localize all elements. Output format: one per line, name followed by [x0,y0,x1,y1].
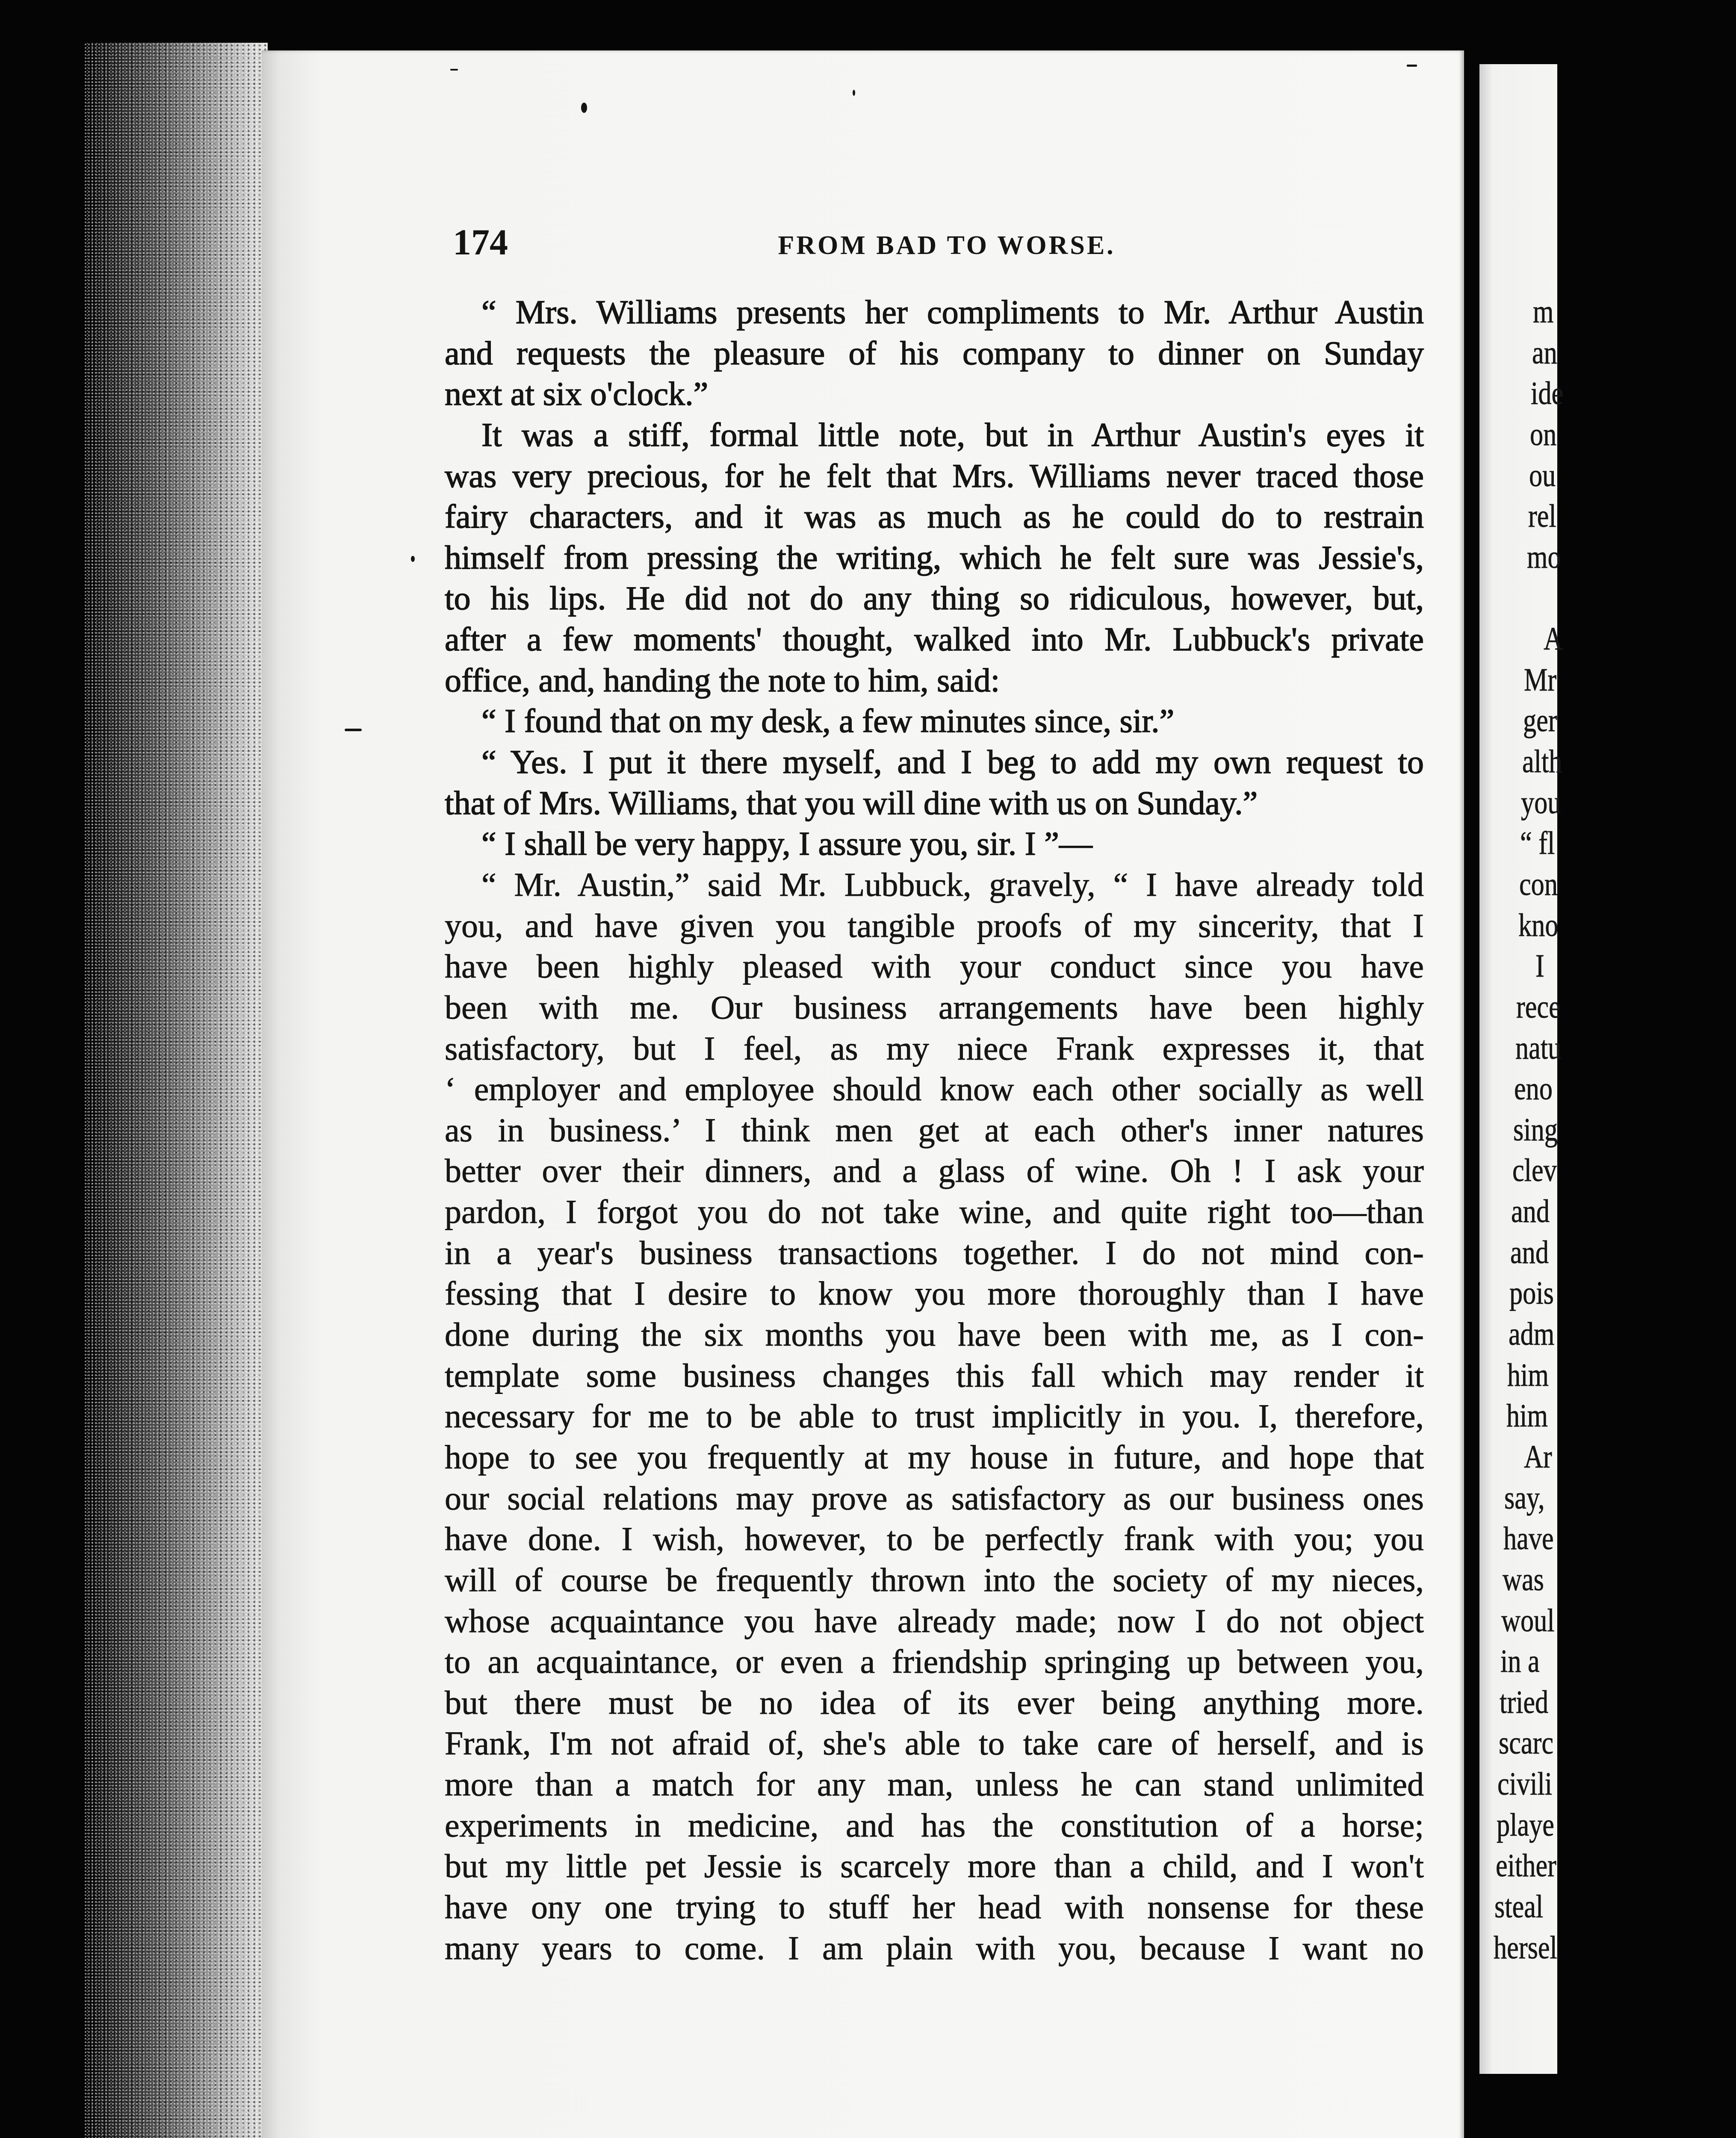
facing-line-text: have [1503,1521,1554,1557]
text-line: to an acquaintance, or even a friendship springing up between you, [445,1643,1424,1680]
text-line: after a few moments' thought, walked into Mr. Lubbuck's private [445,620,1424,658]
facing-page-line [1479,1028,1736,1069]
facing-line-text: Mr [1524,661,1557,698]
facing-line-text: playe [1496,1807,1554,1843]
facing-page-line [1479,537,1736,578]
blank-line [1479,578,1736,619]
text-line: but my little pet Jessie is scarcely more than a child, and I won't [445,1847,1424,1885]
facing-page-line [1479,1928,1736,1969]
text-line: necessary for me to be able to trust implicitly in you. I, therefore, [445,1397,1424,1435]
facing-page-line [1479,700,1736,741]
scan-speck [853,90,855,96]
facing-page-line [1479,1232,1736,1273]
text-line: experiments in medicine, and has the constitution of a horse; [445,1806,1424,1844]
facing-line-text: I [1535,948,1544,984]
facing-page-line [1479,660,1736,701]
facing-line-text: rel [1528,498,1556,534]
facing-line-text: Ar [1523,1438,1552,1475]
facing-line-text: you [1521,784,1561,821]
text-line: been with me. Our business arrangements have been highly [445,988,1424,1026]
text-line: more than a match for any man, unless he can stand unlimited [445,1766,1424,1803]
facing-page-line [1479,1110,1736,1151]
facing-page-line [1479,987,1736,1028]
scan-speck [345,729,362,731]
facing-page-line [1479,1191,1736,1232]
text-line: fairy characters, and it was as much as he could do to restrain [445,498,1424,535]
scan-speck [1407,65,1417,67]
text-line: done during the six months you have been with me, as I con- [445,1316,1424,1353]
facing-page-line [1479,619,1736,660]
facing-line-text: and [1510,1234,1549,1270]
facing-page-line [1479,1641,1736,1682]
text-line: that of Mrs. Williams, that you will dine with us on Sunday.” [445,784,1258,821]
facing-page-line [1479,414,1736,455]
facing-page-line [1479,1069,1736,1110]
facing-page-line [1479,496,1736,537]
facing-line-text: him [1507,1357,1549,1393]
facing-page-line [1479,1437,1736,1478]
facing-page-line [1479,823,1736,864]
facing-page-line [1479,1887,1736,1928]
text-line: and requests the pleasure of his company to dinner on Sunday [445,334,1424,372]
facing-page-line [1479,1764,1736,1805]
facing-line-text: “ fl [1520,825,1555,862]
text-line: but there must be no idea of its ever being anything more. [445,1683,1424,1721]
text-line: ‘ employer and employee should know each other socially as well [445,1070,1424,1108]
text-line: “ Mr. Austin,” said Mr. Lubbuck, gravely, “ I have already told [481,865,1424,903]
body-text [445,292,1424,1968]
facing-line-text: civili [1497,1766,1553,1802]
scan-speck [450,69,458,71]
facing-page-line [1479,1150,1736,1191]
facing-line-text: sing [1513,1111,1558,1148]
facing-line-text: in a [1500,1643,1540,1680]
facing-line-text: say, [1504,1479,1545,1516]
facing-page-line [1479,1805,1736,1846]
text-line: as in business.’ I think men get at each other's inner natures [445,1111,1424,1149]
text-line: whose acquaintance you have already made; now I do not object [445,1602,1424,1639]
scan-spine-shadow [84,43,268,2138]
text-line: It was a stiff, formal little note, but in Arthur Austin's eyes it [481,416,1424,453]
facing-line-text: ou [1529,457,1556,493]
facing-line-text: alth [1522,744,1562,780]
facing-line-text: A [1543,621,1563,657]
facing-page-line [1479,1478,1736,1519]
text-line: “ Yes. I put it there myself, and I beg to add my own request to [481,743,1424,781]
scan-speck [411,556,415,562]
facing-page-line [1479,783,1736,824]
text-line: will of course be frequently thrown into the society of my nieces, [445,1561,1424,1598]
facing-page-line [1479,1846,1736,1887]
facing-page-line [1479,1518,1736,1559]
text-line: to his lips. He did not do any thing so ridiculous, however, but, [445,579,1424,617]
text-line: “ I shall be very happy, I assure you, sir. I ”— [481,825,1092,862]
text-line: Frank, I'm not afraid of, she's able to take care of herself, and is [445,1725,1424,1762]
page-number: 174 [453,221,508,263]
facing-line-text: rece [1516,989,1561,1025]
facing-page-line [1479,292,1736,333]
facing-page-line [1479,1559,1736,1601]
text-line: office, and, handing the note to him, said: [445,661,1000,699]
facing-line-text: an [1532,334,1557,371]
facing-page-line [1479,946,1736,987]
text-line: “ Mrs. Williams presents her compliments to Mr. Arthur Austin [481,293,1424,331]
text-line: pardon, I forgot you do not take wine, and quite right too—than [445,1193,1424,1231]
facing-line-text: eno [1514,1071,1553,1107]
facing-page-line [1479,1396,1736,1437]
text-line: hope to see you frequently at my house in future, and hope that [445,1438,1424,1476]
text-line: template some business changes this fall which may render it [445,1356,1424,1394]
facing-line-text: mo [1527,539,1561,575]
facing-line-text: kno [1518,907,1558,943]
facing-page-line [1479,864,1736,905]
facing-line-text: ide [1531,375,1564,412]
text-line: “ I found that on my desk, a few minutes since, sir.” [481,702,1175,740]
text-line: our social relations may prove as satisfactory as our business ones [445,1479,1424,1517]
facing-line-text: adm [1508,1316,1554,1352]
facing-line-text: woul [1501,1602,1555,1639]
facing-line-text: steal [1494,1888,1544,1925]
facing-page-lines [1479,292,1736,1968]
text-line: have done. I wish, however, to be perfectly frank with you; you [445,1520,1424,1558]
facing-page-line [1479,1355,1736,1396]
facing-page-line [1479,741,1736,783]
facing-line-text: on [1530,416,1557,452]
facing-line-text: ger [1523,703,1557,739]
facing-line-text: was [1502,1561,1544,1598]
text-line: was very precious, for he felt that Mrs. Williams never traced those [445,457,1424,494]
text-line: next at six o'clock.” [445,375,709,413]
running-head: FROM BAD TO WORSE. [778,231,1116,260]
facing-line-text: clev [1512,1152,1557,1189]
text-line: many years to come. I am plain with you, because I want no [445,1929,1424,1967]
text-line: himself from pressing the writing, which he felt sure was Jessie's, [445,538,1424,576]
facing-line-text: either [1495,1848,1556,1884]
text-line: have been highly pleased with your conduct since you have [445,948,1424,985]
facing-page-fragment [1479,64,1564,2074]
text-line: you, and have given you tangible proofs of my sincerity, that I [445,907,1424,944]
facing-page-line [1479,1601,1736,1642]
facing-line-text: pois [1509,1275,1554,1311]
facing-page-line [1479,1723,1736,1764]
text-line: in a year's business transactions together. I do not mind con- [445,1234,1424,1271]
scan-speck [581,103,587,113]
facing-line-text: hersel [1494,1929,1557,1966]
facing-line-text: m [1533,294,1554,330]
facing-page-line [1479,333,1736,374]
facing-page-line [1479,373,1736,414]
facing-line-text: con [1519,866,1558,902]
facing-page-line [1479,455,1736,496]
facing-line-text: scarc [1498,1725,1553,1761]
text-line: have ony one trying to stuff her head with nonsense for these [445,1888,1424,1925]
facing-page-line [1479,905,1736,946]
facing-line-text: natu [1515,1030,1561,1066]
text-line: better over their dinners, and a glass of wine. Oh ! I ask your [445,1152,1424,1190]
text-line: satisfactory, but I feel, as my niece Frank expresses it, that [445,1029,1424,1067]
text-line: fessing that I desire to know you more thoroughly than I have [445,1275,1424,1312]
facing-line-text: him [1506,1398,1548,1434]
facing-line-text: tried [1499,1684,1549,1720]
facing-page-line [1479,1314,1736,1355]
facing-page-line [1479,1682,1736,1723]
book-page [262,50,1464,2138]
facing-page-line [1479,1273,1736,1314]
facing-line-text: and [1511,1193,1550,1230]
